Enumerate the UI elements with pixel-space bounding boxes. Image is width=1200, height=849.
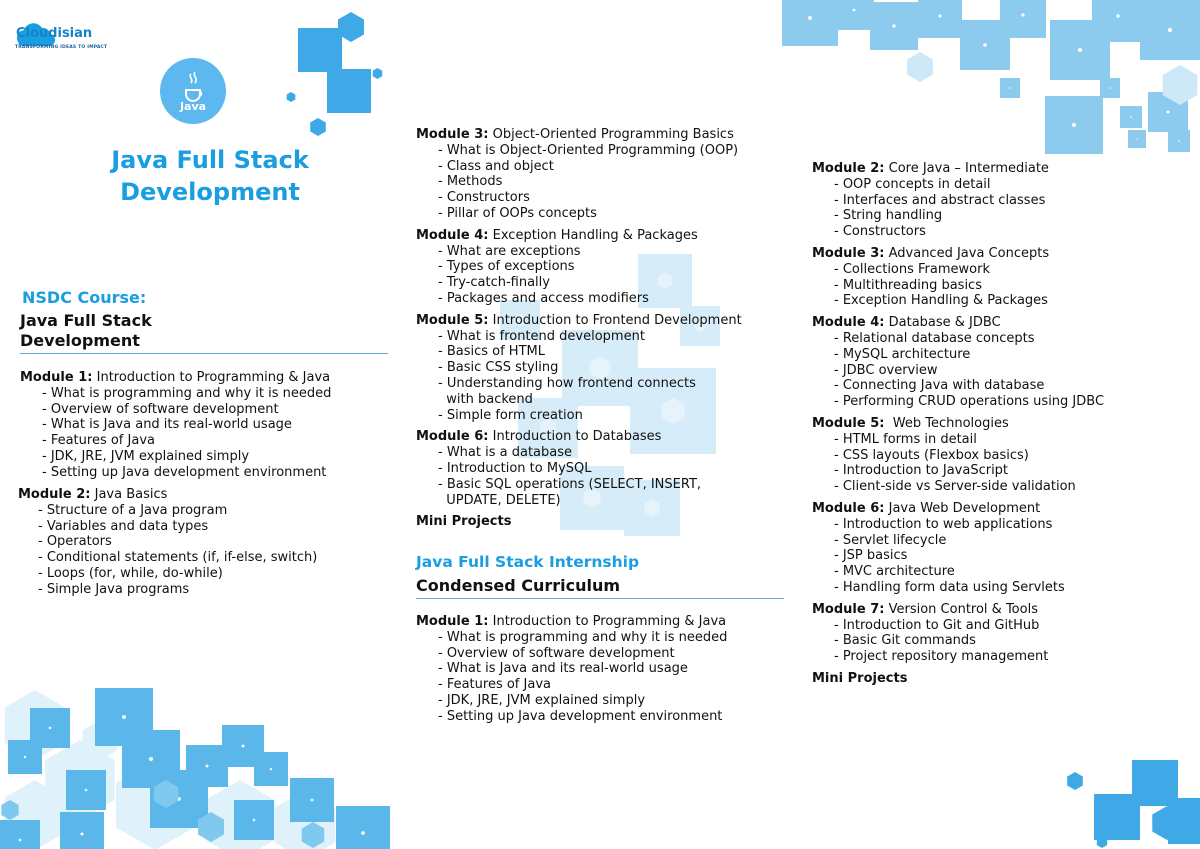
nsdc-module-2 <box>18 487 317 598</box>
internship-modules-2-7 <box>812 161 1104 687</box>
list-item: - CSS layouts (Flexbox basics) <box>834 447 1029 463</box>
list-item: - Connecting Java with database <box>834 378 1045 394</box>
list-item: - Introduction to web applications <box>834 516 1053 532</box>
list-item: - Relational database concepts <box>834 330 1035 346</box>
java-cup-icon <box>160 58 226 124</box>
list-item: - Introduction to JavaScript <box>834 463 1009 479</box>
internship-module-7: Module 7: Version Control & Tools - Introduction to Git and GitHub - Basic Git commands - Project repository management <box>812 602 1104 665</box>
list-item: - Interfaces and abstract classes <box>834 192 1046 208</box>
internship-subtitle: Condensed Curriculum <box>416 576 621 595</box>
list-item: - Features of Java <box>42 433 155 449</box>
list-item: - Setting up Java development environment <box>42 464 327 480</box>
divider <box>416 598 784 599</box>
internship-mini-projects: Mini Projects <box>812 670 908 686</box>
list-item: - Types of exceptions <box>438 259 575 275</box>
list-item: - JDK, JRE, JVM explained simply <box>438 692 646 708</box>
list-item: - Exception Handling & Packages <box>834 293 1048 309</box>
list-item: - Variables and data types <box>38 518 209 534</box>
list-item: - Servlet lifecycle <box>834 532 947 548</box>
list-item: with backend <box>438 391 533 407</box>
list-item: - What is programming and why it is needed <box>438 629 728 645</box>
list-item: - Overview of software development <box>42 401 279 417</box>
list-item: - MySQL architecture <box>834 346 971 362</box>
brand-name: Cloudisian <box>16 26 93 41</box>
list-item: - What is Object-Oriented Programming (OOP) <box>438 142 739 158</box>
list-item: - Performing CRUD operations using JDBC <box>834 394 1105 410</box>
list-item: - Simple form creation <box>438 407 583 423</box>
list-item: - Class and object <box>438 158 554 174</box>
list-item: - What is Java and its real-world usage <box>42 417 292 433</box>
list-item: - Basic SQL operations (SELECT, INSERT, <box>438 476 702 492</box>
list-item: - MVC architecture <box>834 564 955 580</box>
list-item: - Basic CSS styling <box>438 360 559 376</box>
module-heading: Module 1: Introduction to Programming & Java <box>416 614 727 629</box>
list-item: - Project repository management <box>834 649 1049 665</box>
nsdc-module-1 <box>20 370 331 481</box>
list-item: - Introduction to MySQL <box>438 460 592 476</box>
list-item: - Methods <box>438 174 503 190</box>
list-item: - Setting up Java development environment <box>438 708 723 724</box>
java-badge-label: Java <box>179 100 207 113</box>
list-item: - Try-catch-finally <box>438 275 550 291</box>
list-item: - Handling form data using Servlets <box>834 579 1065 595</box>
nsdc-label: NSDC Course: <box>22 288 147 307</box>
list-item: - What is a database <box>438 445 572 461</box>
list-item: - Basics of HTML <box>438 344 545 360</box>
list-item: - Collections Framework <box>834 261 990 277</box>
list-item: - JSP basics <box>834 548 908 564</box>
internship-module-5: Module 5: Web Technologies - HTML forms in detail - CSS layouts (Flexbox basics) - Introduction to JavaScript - Client-side vs Server-side validation <box>812 416 1104 495</box>
internship-module-6: Module 6: Java Web Development - Introduction to web applications - Servlet lifecycle - JSP basics - MVC architecture - Handling form data using Servlets <box>812 501 1104 596</box>
divider <box>20 353 388 354</box>
internship-module-2: Module 2: Core Java – Intermediate - OOP concepts in detail - Interfaces and abstract classes - String handling - Constructors <box>812 161 1104 240</box>
list-item: - JDK, JRE, JVM explained simply <box>42 448 250 464</box>
list-item: - OOP concepts in detail <box>834 176 991 192</box>
list-item: - String handling <box>834 208 943 224</box>
nsdc-module-4: Module 4: Exception Handling & Packages - What are exceptions - Types of exceptions - Try-catch-finally - Packages and access modifiers <box>416 228 742 307</box>
list-item: - Loops (for, while, do-while) <box>38 565 223 581</box>
list-item: - What is frontend development <box>438 328 645 344</box>
list-item: - Overview of software development <box>438 645 675 661</box>
nsdc-course-title <box>20 311 220 351</box>
list-item: - Simple Java programs <box>38 581 190 597</box>
nsdc-module-3: Module 3: Object-Oriented Programming Basics - What is Object-Oriented Programming (OOP) - Class and object - Methods - Constructors - Pillar of OOPs concepts <box>416 127 742 222</box>
list-item: - Introduction to Git and GitHub <box>834 617 1040 633</box>
title-line-2: Development <box>120 178 300 206</box>
list-item: - Operators <box>38 534 112 550</box>
internship-module-4: Module 4: Database & JDBC - Relational database concepts - MySQL architecture - JDBC overview - Connecting Java with database - Performing CRUD operations using JDBC <box>812 315 1105 410</box>
internship-module-1 <box>416 614 727 725</box>
java-badge <box>160 58 226 124</box>
list-item: - Conditional statements (if, if-else, switch) <box>38 550 318 566</box>
list-item: - Constructors <box>438 190 530 206</box>
page-title <box>60 144 360 208</box>
list-item: - Client-side vs Server-side validation <box>834 479 1076 495</box>
list-item: - Pillar of OOPs concepts <box>438 205 597 221</box>
module-heading: Module 1: Introduction to Programming & Java <box>20 370 331 385</box>
list-item: - Constructors <box>834 224 926 240</box>
list-item: - Features of Java <box>438 677 551 693</box>
list-item: - What is programming and why it is needed <box>42 385 332 401</box>
nsdc-mini-projects: Mini Projects <box>416 514 512 530</box>
list-item: - Packages and access modifiers <box>438 290 649 306</box>
list-item: - Multithreading basics <box>834 277 982 293</box>
list-item: - Structure of a Java program <box>38 502 228 518</box>
nsdc-module-5: Module 5: Introduction to Frontend Development - What is frontend development - Basics of HTML - Basic CSS styling - Understanding how frontend connects with backend - Simple form creation <box>416 312 742 423</box>
nsdc-module-6: Module 6: Introduction to Databases - What is a database - Introduction to MySQL - Basic SQL operations (SELECT, INSERT, UPDATE, DELETE) <box>416 429 742 508</box>
list-item: - JDBC overview <box>834 362 938 378</box>
list-item: - What is Java and its real-world usage <box>438 661 688 677</box>
list-item: - Understanding how frontend connects <box>438 375 696 391</box>
list-item: - Basic Git commands <box>834 633 976 649</box>
nsdc-title-line-2: Development <box>20 331 140 350</box>
list-item: UPDATE, DELETE) <box>438 492 561 508</box>
title-line-1: Java Full Stack <box>111 146 309 174</box>
nsdc-modules-3-6 <box>416 127 742 530</box>
internship-title: Java Full Stack Internship <box>416 553 640 571</box>
list-item: - HTML forms in detail <box>834 431 977 447</box>
internship-module-3: Module 3: Advanced Java Concepts - Collections Framework - Multithreading basics - Exception Handling & Packages <box>812 246 1104 309</box>
nsdc-title-line-1: Java Full Stack <box>20 311 152 330</box>
brand-tagline: TRANSFORMING IDEAS TO IMPACT <box>15 45 108 50</box>
module-heading: Module 2: Java Basics <box>18 487 168 502</box>
list-item: - What are exceptions <box>438 243 581 259</box>
